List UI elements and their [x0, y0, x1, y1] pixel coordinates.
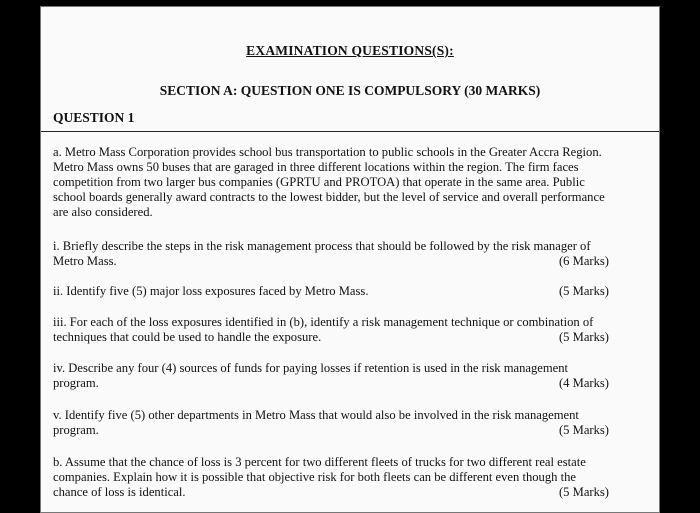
- question-part-b: [53, 455, 651, 500]
- question-item-v: [53, 408, 651, 438]
- part-b-marks: (5 Marks): [558, 485, 609, 499]
- item-text-line2: program.: [53, 376, 99, 390]
- intro-line: are also considered.: [53, 205, 153, 219]
- item-marks: (6 Marks): [558, 254, 609, 268]
- section-heading: SECTION A: QUESTION ONE IS COMPULSORY (30 MARKS): [159, 83, 541, 98]
- item-text-line1: iv. Describe any four (4) sources of funds for paying losses if retention is used in the risk management: [53, 361, 569, 375]
- intro-line: competition from two larger bus companies (GPRTU and PROTOA) that operate in the same area. Public: [53, 175, 585, 189]
- item-text-line2: program.: [53, 423, 99, 437]
- exam-page: [40, 6, 660, 513]
- intro-line: a. Metro Mass Corporation provides school bus transportation to public schools in the Greater Accra Region.: [53, 145, 602, 159]
- question-item-iii: [53, 315, 651, 345]
- item-text-line1: v. Identify five (5) other departments in Metro Mass that would also be involved in the risk management: [53, 408, 579, 422]
- intro-line: Metro Mass owns 50 buses that are garaged in three different locations within the region. The firm faces: [53, 160, 579, 174]
- question-item-ii: [53, 284, 651, 299]
- item-marks: (5 Marks): [558, 330, 609, 344]
- part-b-line: chance of loss is identical.: [53, 485, 186, 499]
- question-box: [41, 131, 659, 513]
- item-text-line2: Metro Mass.: [53, 254, 117, 268]
- item-text-line1: iii. For each of the loss exposures identified in (b), identify a risk management technique or combination of: [53, 315, 594, 329]
- item-text-line1: i. Briefly describe the steps in the risk management process that should be followed by the risk manager of: [53, 239, 591, 253]
- exam-title: EXAMINATION QUESTIONS(S):: [246, 43, 454, 58]
- question-title: QUESTION 1: [53, 110, 135, 125]
- item-marks: (4 Marks): [558, 376, 609, 390]
- intro-line: school boards generally award contracts to the lowest bidder, but the level of service and overall performance: [53, 190, 605, 204]
- item-marks: (5 Marks): [558, 423, 609, 437]
- part-b-line: companies. Explain how it is possible that objective risk for both fleets can be different even though the: [53, 470, 576, 484]
- question-item-i: [53, 239, 651, 269]
- item-text-line1: ii. Identify five (5) major loss exposures faced by Metro Mass.: [53, 284, 369, 298]
- part-b-line: b. Assume that the chance of loss is 3 percent for two different fleets of trucks for two different real estate: [53, 455, 586, 469]
- question-item-iv: [53, 361, 651, 391]
- intro-paragraph: [53, 145, 651, 220]
- item-marks: (5 Marks): [558, 284, 609, 298]
- item-text-line2: techniques that could be used to handle the exposure.: [53, 330, 322, 344]
